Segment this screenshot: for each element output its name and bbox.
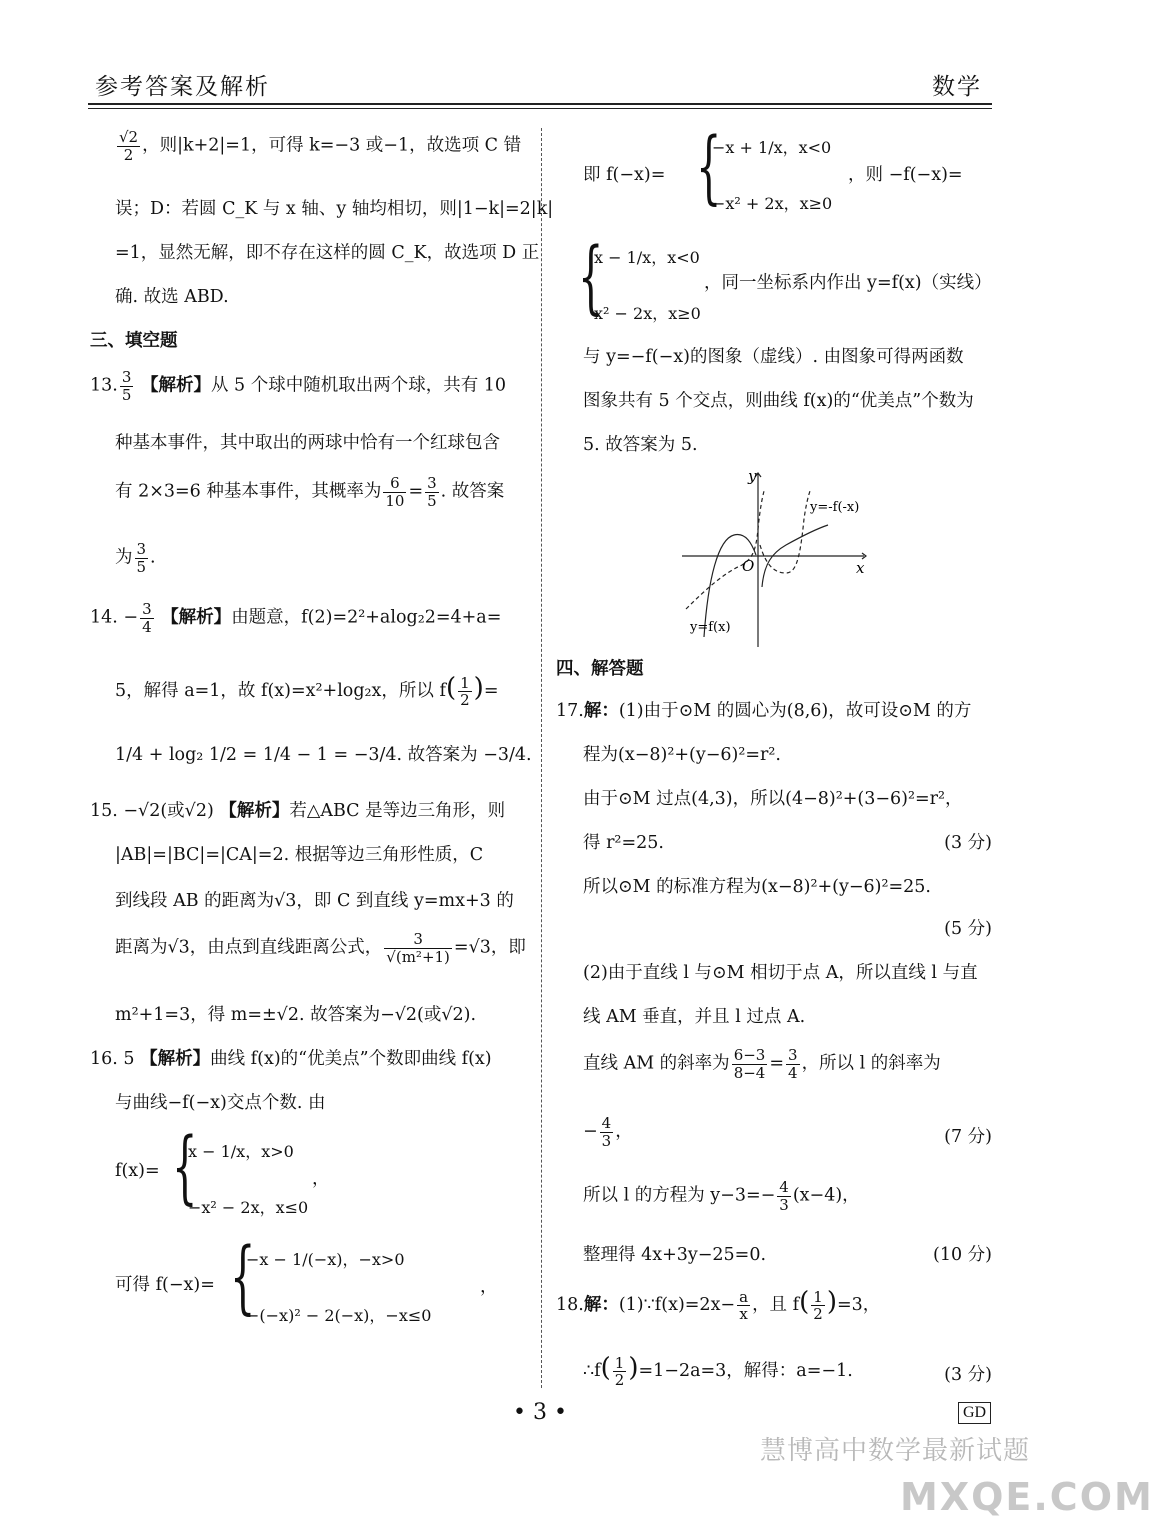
header-title: 参考答案及解析 <box>95 74 270 100</box>
brace: { <box>172 1120 198 1213</box>
r3-line: 与 y=−f(−x)的图象（虚线）. 由图象可得两函数 <box>583 347 964 367</box>
q16-g-end: ， <box>480 1277 498 1297</box>
q16-fx-case1: x − 1/x，x>0 <box>188 1142 294 1161</box>
r2-case1: x − 1/x，x<0 <box>594 248 700 267</box>
region-badge: GD <box>958 1402 991 1424</box>
q17-line8: 直线 AM 的斜率为 $\frac{6-3}{8-4}$ = $\frac{3}{4}$ ，所以 l 的斜率为 <box>583 1046 941 1082</box>
q17-line2: 程为(x−8)²+(y−6)²=r². <box>583 745 781 765</box>
p1-line4: 确. 故选 ABD. <box>115 287 229 307</box>
r1-tail: ，则 −f(−x)= <box>848 165 963 185</box>
q16-fx-case2: −x² − 2x，x≤0 <box>188 1198 309 1217</box>
q13-line4: 为 $\frac{3}{5}$ . <box>115 540 156 576</box>
q16-fx-end: ， <box>312 1169 330 1189</box>
score-mark: (10 分) <box>933 1245 992 1265</box>
q17-line1: 17.解：(1)由于⊙M 的圆心为(8,6)，故可设⊙M 的方 <box>556 701 972 721</box>
q16-line1: 16. 5 【解析】曲线 f(x)的“优美点”个数即曲线 f(x) <box>90 1049 492 1069</box>
column-divider <box>541 128 542 1388</box>
r2-case2: x² − 2x，x≥0 <box>594 304 701 323</box>
p1-line3: =1，显然无解，即不存在这样的圆 C_K，故选项 D 正 <box>115 243 540 263</box>
q13-line3: 有 2×3=6 种基本事件，其概率为 $\frac{6}{10}$ = $\frac{3}{5}$ . 故答案 <box>115 474 505 510</box>
section-heading-fill: 三、填空题 <box>90 331 178 351</box>
header-subject: 数学 <box>932 74 982 100</box>
brace: { <box>696 120 722 213</box>
score-mark: (7 分) <box>944 1127 992 1147</box>
section-heading-answer: 四、解答题 <box>556 659 644 679</box>
q15-line1: 15. −√2(或√2) 【解析】若△ABC 是等边三角形，则 <box>90 801 506 821</box>
left-column <box>90 125 554 1395</box>
q13-line2: 种基本事件，其中取出的两球中恰有一个红球包含 <box>115 433 500 453</box>
q17-line9: − $\frac{4}{3}$ ， <box>583 1114 633 1150</box>
score-mark: (3 分) <box>944 1365 992 1385</box>
q14-line1: 14. − $\frac{3}{4}$ 【解析】由题意，f(2)=2²+alog₂2=4+a= <box>90 600 502 636</box>
q15-line3: 到线段 AB 的距离为√3，即 C 到直线 y=mx+3 的 <box>115 891 514 911</box>
q17-line5: 所以⊙M 的标准方程为(x−8)²+(y−6)²=25. <box>583 877 931 897</box>
q16-g-label: 可得 f(−x)= <box>115 1275 215 1295</box>
q17-line4: 得 r²=25. <box>583 833 664 853</box>
r1-label: 即 f(−x)= <box>583 165 666 185</box>
fraction: $\frac{√2}{2}$ <box>119 128 139 164</box>
header-rule-thin <box>88 108 992 109</box>
axis-x-label: x <box>856 559 865 577</box>
brace: { <box>230 1230 256 1323</box>
watermark-logo: MXQE.COM <box>900 1475 1154 1519</box>
watermark-text: 慧博高中数学最新试题 <box>760 1436 1031 1466</box>
score-mark: (5 分) <box>944 919 992 939</box>
q15-line4: 距离为√3，由点到直线距离公式， $\frac{3}{\text{√(m²+1)}}$ =√3，即 <box>115 930 526 966</box>
r4-line: 图象共有 5 个交点，则曲线 f(x)的“优美点”个数为 <box>583 391 974 411</box>
q15-line5: m²+1=3，得 m=±√2. 故答案为−√2(或√2). <box>115 1005 477 1025</box>
p1-line2: 误；D：若圆 C_K 与 x 轴、y 轴均相切，则|1−k|=2|k| <box>115 199 554 219</box>
solid-curve-label: y=f(x) <box>690 620 731 635</box>
brace: { <box>578 230 604 323</box>
q17-line7: 线 AM 垂直，并且 l 过点 A. <box>583 1007 806 1027</box>
q17-line6: (2)由于直线 l 与⊙M 相切于点 A，所以直线 l 与直 <box>583 963 978 983</box>
r5-line: 5. 故答案为 5. <box>583 435 698 455</box>
q17-line11: 整理得 4x+3y−25=0. <box>583 1245 767 1265</box>
dashed-curve-label: y=-f(-x) <box>810 500 860 515</box>
q18-line2: ∴f( $\frac{1}{2}$ )=1−2a=3，解得：a=−1. <box>583 1353 853 1389</box>
q15-line2: |AB|=|BC|=|CA|=2. 根据等边三角形性质，C <box>115 845 484 865</box>
r2-tail: ，同一坐标系内作出 y=f(x)（实线） <box>704 273 992 293</box>
header-rule <box>88 103 992 105</box>
q16-fx-label: f(x)= <box>115 1161 160 1181</box>
q13-line1: 13. $\frac{3}{5}$ 【解析】从 5 个球中随机取出两个球，共有 10 <box>90 368 507 404</box>
score-mark: (3 分) <box>944 833 992 853</box>
q18-line1: 18.解：(1)∵f(x)=2x− $\frac{a}{x}$ ，且 f( $\frac{1}{2}$ )=3， <box>556 1287 881 1323</box>
q16-g-case1: −x − 1/(−x)，−x>0 <box>246 1250 405 1269</box>
r1-case2: −x² + 2x，x≥0 <box>712 194 833 213</box>
function-graph <box>676 469 876 649</box>
right-column <box>556 120 992 1395</box>
p1-line1: $\frac{√2}{2}$ ，则|k+2|=1，可得 k=−3 或−1，故选项 C 错 <box>119 128 522 164</box>
q14-line3: 1/4 + log₂ 1/2 = 1/4 − 1 = −3/4. 故答案为 −3/4. <box>115 745 532 765</box>
page-number: • 3 • <box>513 1400 567 1425</box>
origin-label: O <box>742 557 755 575</box>
r1-case1: −x + 1/x，x<0 <box>712 138 832 157</box>
q14-line2: 5，解得 a=1，故 f(x)=x²+log₂x，所以 f( $\frac{1}{2}$ )= <box>115 673 499 709</box>
q16-line2: 与曲线−f(−x)交点个数. 由 <box>115 1093 326 1113</box>
q16-g-case2: −(−x)² − 2(−x)，−x≤0 <box>246 1306 432 1325</box>
q17-line3: 由于⊙M 过点(4,3)，所以(4−8)²+(3−6)²=r²， <box>583 789 963 809</box>
q17-line10: 所以 l 的方程为 y−3=− $\frac{4}{3}$ (x−4)， <box>583 1178 860 1214</box>
axis-y-label: y <box>748 467 757 485</box>
